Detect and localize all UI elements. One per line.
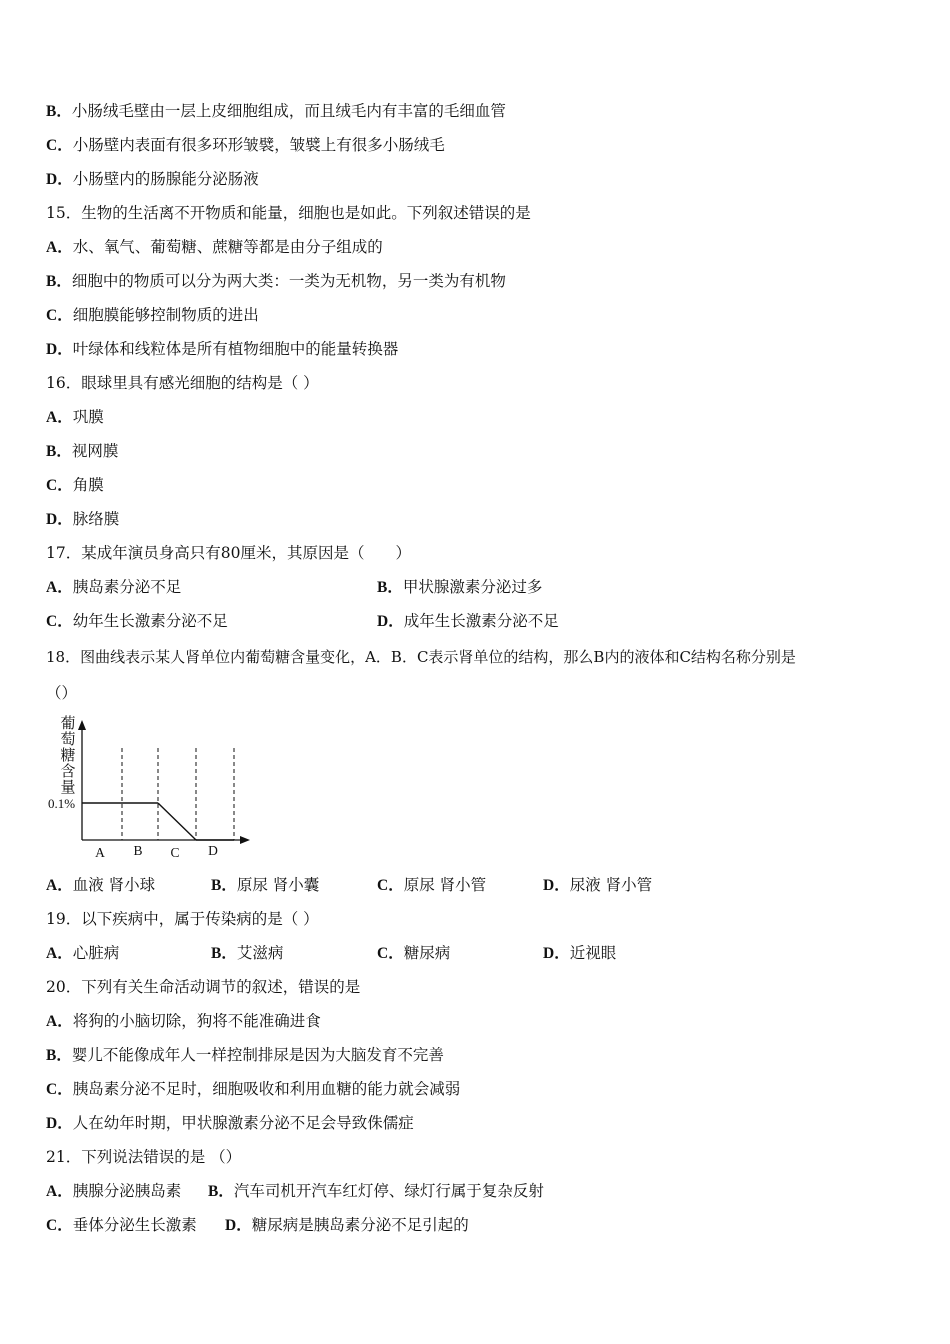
q21-option-b: B．汽车司机开汽车红灯停、绿灯行属于复杂反射 xyxy=(208,1182,544,1200)
q20-option-a: A．将狗的小脑切除，狗将不能准确进食 xyxy=(46,1012,321,1030)
y-tick-label: 0.1% xyxy=(48,796,76,811)
q18-option-a: A．血液 肾小球 xyxy=(46,876,156,894)
q16-option-b: B．视网膜 xyxy=(46,442,119,460)
q14-option-d: D．小肠壁内的肠腺能分泌肠液 xyxy=(46,170,259,188)
q15-option-a: A．水、氧气、葡萄糖、蔗糖等都是由分子组成的 xyxy=(46,238,383,256)
y-axis-arrow xyxy=(78,720,86,730)
series-segment xyxy=(158,803,196,840)
q15-stem: 15．生物的生活离不开物质和能量，细胞也是如此。下列叙述错误的是 xyxy=(46,204,531,222)
y-label-char: 含 xyxy=(60,764,76,780)
x-tick-label: D xyxy=(208,843,218,858)
q21-stem: 21．下列说法错误的是 （） xyxy=(46,1148,242,1166)
q15-option-d: D．叶绿体和线粒体是所有植物细胞中的能量转换器 xyxy=(46,340,399,358)
q16-stem: 16．眼球里具有感光细胞的结构是（ ） xyxy=(46,374,319,392)
q19-option-b: B．艾滋病 xyxy=(211,944,284,962)
y-label-char: 糖 xyxy=(60,748,76,764)
q19-option-c: C．糖尿病 xyxy=(377,944,451,962)
y-label-char: 葡 xyxy=(60,716,76,732)
glucose-chart xyxy=(44,712,264,862)
q17-option-d: D．成年生长激素分泌不足 xyxy=(377,612,559,630)
q18-option-b: B．原尿 肾小囊 xyxy=(211,876,320,894)
q17-option-a: A．胰岛素分泌不足 xyxy=(46,578,182,596)
chart-axes xyxy=(78,720,250,844)
q15-option-b: B．细胞中的物质可以分为两大类：一类为无机物，另一类为有机物 xyxy=(46,272,506,290)
q20-option-b: B．婴儿不能像成年人一样控制排尿是因为大脑发育不完善 xyxy=(46,1046,444,1064)
x-tick-label: A xyxy=(95,845,105,860)
y-axis-label xyxy=(60,714,75,796)
x-tick-label: B xyxy=(133,843,143,858)
q18-option-c: C．原尿 肾小管 xyxy=(377,876,487,894)
q16-option-c: C．角膜 xyxy=(46,476,104,494)
q21-option-c: C．垂体分泌生长激素 xyxy=(46,1216,197,1234)
q16-option-a: A．巩膜 xyxy=(46,408,104,426)
q21-option-a: A．胰腺分泌胰岛素 xyxy=(46,1182,182,1200)
chart-boundary-lines xyxy=(122,748,234,840)
q17-option-b: B．甲状腺激素分泌过多 xyxy=(377,578,543,596)
q16-option-d: D．脉络膜 xyxy=(46,510,120,528)
q18-stem: 18．图曲线表示某人肾单位内葡萄糖含量变化，A．B．C表示肾单位的结构，那么B内的液体和C结构名称分别是 xyxy=(46,648,796,666)
x-axis-arrow xyxy=(240,836,250,844)
q20-option-d: D．人在幼年时期，甲状腺激素分泌不足会导致侏儒症 xyxy=(46,1114,414,1132)
q14-option-c: C．小肠壁内表面有很多环形皱襞，皱襞上有很多小肠绒毛 xyxy=(46,136,445,154)
y-label-char: 萄 xyxy=(60,732,76,748)
q19-option-d: D．近视眼 xyxy=(543,944,617,962)
q18-option-d: D．尿液 肾小管 xyxy=(543,876,653,894)
q21-option-d: D．糖尿病是胰岛素分泌不足引起的 xyxy=(225,1216,469,1234)
x-tick-label: C xyxy=(170,845,180,860)
q20-option-c: C．胰岛素分泌不足时，细胞吸收和利用血糖的能力就会减弱 xyxy=(46,1080,461,1098)
q14-option-b: B．小肠绒毛壁由一层上皮细胞组成，而且绒毛内有丰富的毛细血管 xyxy=(46,102,506,120)
q20-stem: 20．下列有关生命活动调节的叙述，错误的是 xyxy=(46,978,361,996)
q18-stem-paren: （） xyxy=(46,684,78,702)
q19-option-a: A．心脏病 xyxy=(46,944,120,962)
y-label-char: 量 xyxy=(60,780,76,796)
q17-stem: 17．某成年演员身高只有80厘米，其原因是（ ） xyxy=(46,544,411,562)
q15-option-c: C．细胞膜能够控制物质的进出 xyxy=(46,306,259,324)
chart-ticks xyxy=(48,796,218,860)
q17-option-c: C．幼年生长激素分泌不足 xyxy=(46,612,228,630)
q19-stem: 19．以下疾病中，属于传染病的是（ ） xyxy=(46,910,319,928)
